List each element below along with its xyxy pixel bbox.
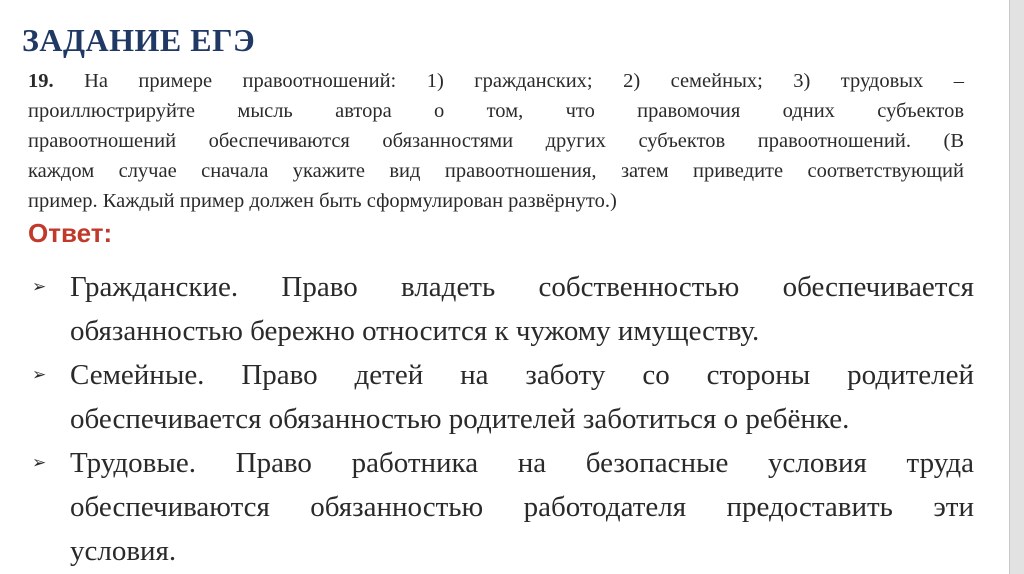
slide-title: ЗАДАНИЕ ЕГЭ [22,22,256,58]
slide-edge-bar [1010,0,1024,574]
question-line-4: каждом случае сначала укажите вид правоотношения, затем приведите соответствующий [28,160,964,182]
question-line-2: проиллюстрируйте мысль автора о том, что правомочия одних субъектов [28,100,964,122]
arrow-bullet-icon: ➢ [32,277,47,297]
answer-line: обязанностью бережно относится к чужому имуществу. [70,315,760,347]
answer-label: Ответ: [28,218,113,248]
answer-line: Гражданские. Право владеть собственностью обеспечивается [70,271,974,303]
answer-item-labor [28,441,974,573]
answer-item-civil [28,265,974,353]
answer-line: Семейные. Право детей на заботу со стороны родителей [70,359,974,391]
question-line-5: пример. Каждый пример должен быть сформулирован развёрнуто.) [28,190,617,212]
question-line-1-text: На примере правоотношений: 1) гражданских; 2) семейных; 3) трудовых – [84,70,964,92]
answer-line: Трудовые. Право работника на безопасные условия труда [70,447,974,479]
arrow-bullet-icon: ➢ [32,453,47,473]
question-number: 19. [28,70,54,92]
answer-line: условия. [70,535,177,567]
question-block [28,66,964,216]
arrow-bullet-icon: ➢ [32,365,47,385]
answer-line: обеспечиваются обязанностью работодателя предоставить эти [70,491,974,523]
question-line-3: правоотношений обеспечиваются обязанностями других субъектов правоотношений. (В [28,130,964,152]
answer-line: обеспечивается обязанностью родителей заботиться о ребёнке. [70,403,850,435]
question-line-1 [28,66,964,96]
answer-list [28,265,974,573]
answer-item-family [28,353,974,441]
